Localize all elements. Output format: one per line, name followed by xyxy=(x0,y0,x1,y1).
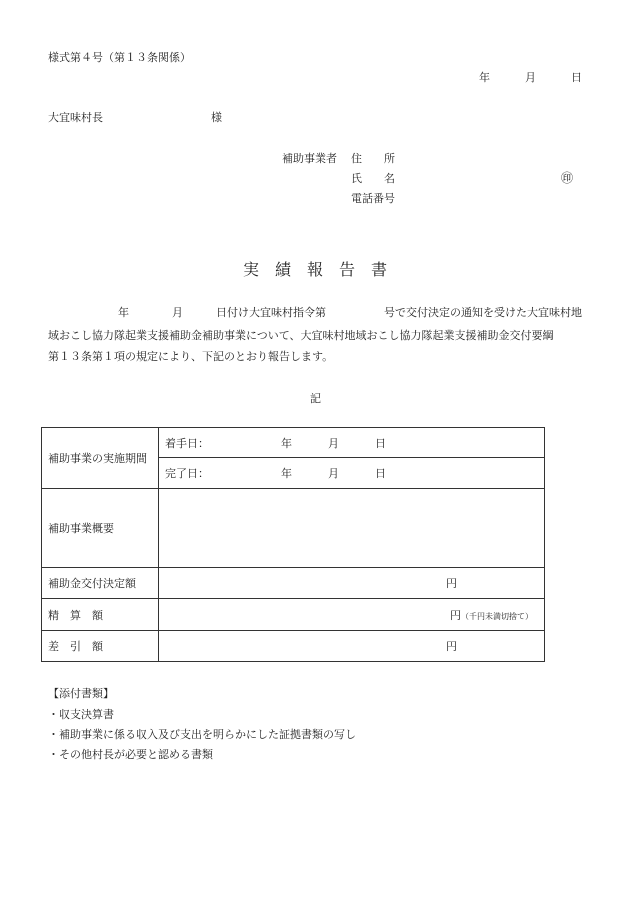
body-month: 月 xyxy=(172,306,183,319)
body-line1-mid: 日付け大宜味村指令第 xyxy=(216,306,326,319)
addressee-name: 大宜味村長 xyxy=(48,111,103,124)
date-year-label: 年 xyxy=(479,71,490,84)
start-month: 月 xyxy=(328,436,339,450)
settlement-label: 精 算 額 xyxy=(42,599,159,631)
ki-label: 記 xyxy=(310,392,321,405)
settlement-yen: 円 xyxy=(450,608,461,622)
end-label: 完了日： xyxy=(165,467,209,480)
applicant-label: 補助事業者 xyxy=(282,152,337,165)
difference-label: 差 引 額 xyxy=(42,631,159,662)
table-row xyxy=(42,428,545,458)
seal-icon: ㊞ xyxy=(561,171,574,185)
table-row xyxy=(42,599,545,631)
end-year: 年 xyxy=(281,467,292,480)
date-month-label: 月 xyxy=(525,71,536,84)
start-label: 着手日： xyxy=(165,436,209,450)
body-line1-end: 号で交付決定の通知を受けた大宜味村地 xyxy=(384,306,582,319)
body-line2: 域おこし協力隊起業支援補助金補助事業について、大宜味村地域おこし協力隊起業支援補助金交付要綱 xyxy=(48,329,554,342)
start-day: 日 xyxy=(375,436,386,450)
form-number: 様式第４号（第１３条関係） xyxy=(48,51,191,64)
document-title: 実 績 報 告 書 xyxy=(242,260,387,279)
list-item: ・補助事業に係る収入及び支出を明らかにした証拠書類の写し xyxy=(48,728,356,741)
addressee-honorific: 様 xyxy=(211,111,222,124)
truncation-note: （千円未満切捨て） xyxy=(461,611,533,621)
date-day-label: 日 xyxy=(571,71,582,84)
start-date-cell xyxy=(159,428,545,458)
report-table xyxy=(41,427,545,662)
end-day: 日 xyxy=(375,467,386,480)
list-item: ・その他村長が必要と認める書類 xyxy=(48,748,213,761)
summary-label: 補助事業概要 xyxy=(42,489,159,568)
settlement-cell xyxy=(159,599,545,631)
table-row xyxy=(42,568,545,599)
end-month: 月 xyxy=(328,467,339,480)
name-label: 氏 名 xyxy=(351,172,395,185)
body-year: 年 xyxy=(118,306,129,319)
grant-cell xyxy=(159,568,545,599)
grant-yen: 円 xyxy=(446,577,457,590)
start-year: 年 xyxy=(281,436,292,450)
address-label: 住 所 xyxy=(351,152,395,165)
difference-yen: 円 xyxy=(446,640,457,653)
table-row xyxy=(42,631,545,662)
difference-cell xyxy=(159,631,545,662)
grant-label: 補助金交付決定額 xyxy=(42,568,159,599)
period-label: 補助事業の実施期間 xyxy=(42,428,159,489)
table-row xyxy=(42,489,545,568)
attachments-heading: 【添付書類】 xyxy=(48,687,114,700)
list-item: ・収支決算書 xyxy=(48,708,114,721)
body-line3: 第１３条第１項の規定により、下記のとおり報告します。 xyxy=(48,350,334,363)
end-date-cell xyxy=(159,458,545,489)
summary-cell xyxy=(159,489,545,568)
phone-label: 電話番号 xyxy=(351,192,395,205)
